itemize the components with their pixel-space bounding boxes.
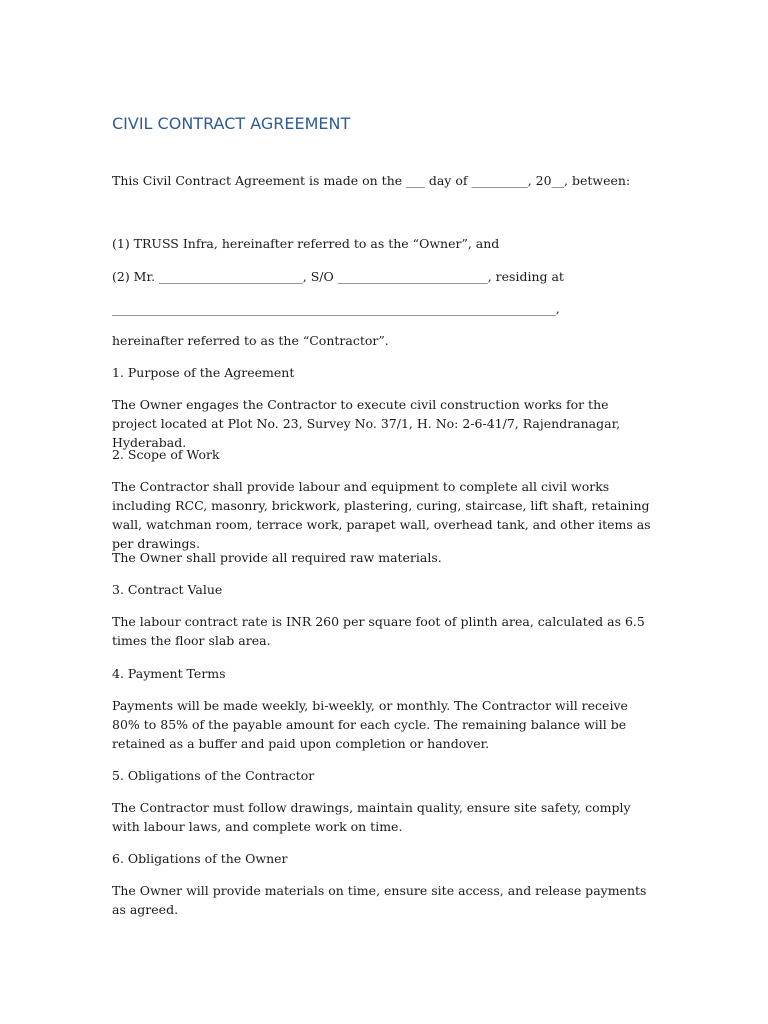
- section-heading-contract-value: 3. Contract Value: [112, 582, 223, 597]
- section-paragraph-owner-obligations: The Owner will provide materials on time, ensure site access, and release payments as agreed.: [112, 883, 647, 917]
- section-heading-purpose: 1. Purpose of the Agreement: [112, 365, 295, 380]
- document-title: CIVIL CONTRACT AGREEMENT: [112, 114, 351, 133]
- contractor-reference-line: hereinafter referred to as the “Contractor”.: [112, 333, 389, 348]
- section-heading-contractor-obligations: 5. Obligations of the Contractor: [112, 768, 315, 783]
- intro-line: This Civil Contract Agreement is made on the ___ day of _________, 20__, between:: [112, 173, 631, 188]
- section-paragraph-purpose: The Owner engages the Contractor to execute civil construction works for the project located at Plot No. 23, Survey No. 37/1, H. No: 2-6-41/7, Rajendranagar, Hyderabad.: [112, 397, 621, 450]
- section-heading-scope: 2. Scope of Work: [112, 447, 220, 462]
- section-paragraph-contractor-obligations: The Contractor must follow drawings, maintain quality, ensure site safety, comply with labour laws, and complete work on time.: [112, 800, 631, 834]
- party-one-line: (1) TRUSS Infra, hereinafter referred to as the “Owner”, and: [112, 236, 500, 251]
- section-paragraph-materials: The Owner shall provide all required raw materials.: [112, 550, 442, 565]
- party-two-line: (2) Mr. _______________________, S/O ________________________, residing at: [112, 269, 564, 284]
- section-paragraph-scope: The Contractor shall provide labour and equipment to complete all civil works including RCC, masonry, brickwork, plastering, curing, staircase, lift shaft, retaining wall, watchman room, terrace work, parapet wall, overhead tank, and other items as per drawings.: [112, 479, 651, 551]
- section-heading-payment-terms: 4. Payment Terms: [112, 666, 226, 681]
- section-paragraph-contract-value: The labour contract rate is INR 260 per square foot of plinth area, calculated as 6.5 times the floor slab area.: [112, 614, 645, 648]
- section-paragraph-payment-terms: Payments will be made weekly, bi-weekly, or monthly. The Contractor will receive 80% to 85% of the payable amount for each cycle. The remaining balance will be retained as a buffer and paid upon completion or handover.: [112, 698, 628, 751]
- address-line: _______________________________________________________________________,: [112, 301, 560, 316]
- section-heading-owner-obligations: 6. Obligations of the Owner: [112, 851, 288, 866]
